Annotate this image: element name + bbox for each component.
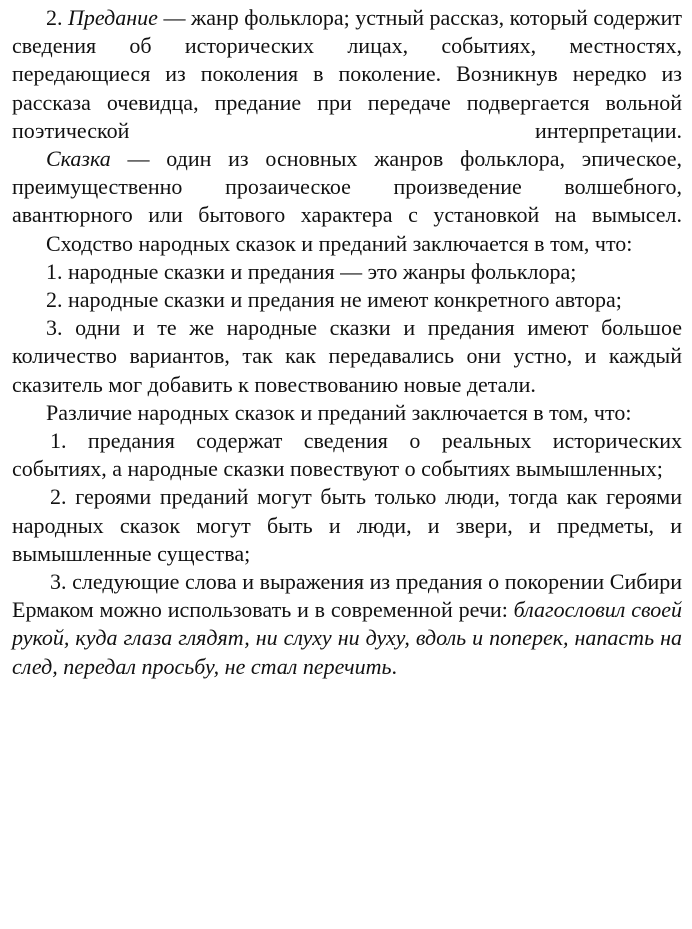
- list-item-difference-2: 2. героями преданий могут быть только люди, тогда как героями народных сказок могут быть и люди, и звери, и предметы, и вымышленные существа;: [12, 484, 682, 566]
- term-skazka: Сказка: [46, 146, 111, 172]
- text-fragment: — один из основных жанров фольклора, эпическое, преимущественно прозаическое произведение волшебного, авантюрного или бытового характера с установкой на вымысел.: [12, 146, 682, 228]
- paragraph-similarity-intro: Сходство народных сказок и преданий заключается в том, что:: [46, 230, 633, 256]
- idioms-list: благословил своей рукой, куда глаза глядят, ни слуху ни духу, вдоль и поперек, напасть на след, передал просьбу, не стал перечить: [12, 597, 682, 679]
- paragraph-difference-intro: Различие народных сказок и преданий заключается в том, что:: [46, 399, 632, 425]
- list-item-difference-3: [12, 568, 682, 681]
- list-item-similarity-3: 3. одни и те же народные сказки и предания имеют большое количество вариантов, так как передавались они устно, и каждый сказитель мог добавить к повествованию новые детали.: [12, 315, 682, 397]
- list-item-similarity-1: 1. народные сказки и предания — это жанры фольклора;: [46, 258, 577, 284]
- paragraph-skazka-definition: [12, 145, 682, 230]
- text-fragment: 3. следующие слова и выражения из предания о покорении Сибири Ермаком можно использовать и в современной речи:: [12, 569, 682, 623]
- paragraph-predanie-definition: [12, 4, 682, 145]
- list-item-similarity-2: 2. народные сказки и предания не имеют конкретного автора;: [46, 287, 622, 313]
- term-predanie: Предание: [68, 5, 158, 30]
- text-fragment: .: [391, 653, 397, 679]
- text-fragment: — жанр фольклора; устный рассказ, который содержит сведения об исторических лицах, событиях, местностях, передающиеся из поколения в поколение. Возникнув нередко из рассказа очевидца, предание при передаче подвергается вольной поэтической интерпретации.: [12, 5, 682, 143]
- list-item-difference-1: 1. предания содержат сведения о реальных исторических событиях, а народные сказки повествуют о событиях вымышленных;: [12, 428, 682, 482]
- text-fragment: 2.: [46, 5, 69, 30]
